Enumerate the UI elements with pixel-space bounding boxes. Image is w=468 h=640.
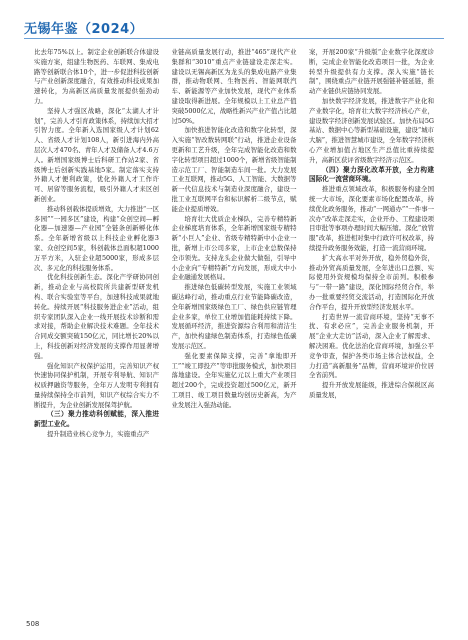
paragraph: 提升制造业核心竞争力，实施重点产 — [47, 430, 150, 439]
paragraph: 打造世界一流营商环境，坚持“无事不扰、有求必应”，完善企业服务机制，开展“企业大走访”活动，深入企业了解需求、解决困难。优化法治化营商环境，加强公平竞争审查，保护各类市场主体合法权益，全力打造“高新服务”品牌，营商环境评价位居全省前列。 — [309, 312, 434, 380]
section-heading: （三）聚力推动科创赋能，深入推进新型工业化。 — [34, 410, 159, 429]
paragraph: 强化要素保障支撑，完善“拿地即开工”“竣工即投产”等审批服务模式，加快项目落地建设。全年实施亿元以上重大产业项目超过200个，完成投资超过500亿元，新开工项目、竣工项目数量均创历史新高，为产业发展注入强劲动能。 — [171, 351, 297, 409]
body-columns — [34, 48, 434, 613]
paragraph: 坚持人才强区战略，深化“太湖人才计划”，完善人才引育政策体系，持续加大招才引智力度。全年新入选国家级人才计划62人、省级人才计划108人，新引进海内外高层次人才470名、青年人才及储备人才4.6万人。新增国家级博士后科研工作站2家、省级博士后创新实践基地5家。制定落实支持外籍人才便利政策，优化外籍人才工作许可、居留等服务流程，吸引外籍人才来区创新创业。 — [34, 106, 159, 203]
paragraph: 扩大高水平对外开放，稳外贸稳外资，推动外贸高质量发展，全年进出口总额、实际使用外资规模均保持全市前列。积极参与“一带一路”建设，深化国际经贸合作，举办一批重要经贸交流活动，打造国际化开放合作平台，提升开放型经济发展水平。 — [309, 253, 434, 311]
paragraph: 推进重点领域改革，积极服务构建全国统一大市场，深化要素市场化配置改革，持续优化政务服务，推动“一网通办”“一件事一次办”改革走深走实，企业开办、工程建设项目审批等事项办理时间大幅压缩。深化“放管服”改革，推进相对集中行政许可权改革，持续提升政务服务效能，打造一流营商环境。 — [309, 185, 434, 252]
text-column-3 — [309, 48, 434, 613]
paragraph: 优化科技创新生态。深化产学研协同创新，推动企业与高校院所共建新型研发机构、联合实验室等平台，加速科技成果就地转化。持续开展“科技服务进企业”活动，组织专家团队深入企业一线开展技术诊断和需求对接，帮助企业解决技术难题。全年技术合同成交额突破150亿元，同比增长20%以上，科技创新对经济发展的支撑作用显著增强。 — [34, 273, 159, 360]
paragraph: 培育壮大优质企业梯队，完善专精特新企业梯度培育体系，全年新增国家级专精特新“小巨人”企业、省级专精特新中小企业一批，新增上市公司多家，上市企业总数保持全市领先。支持龙头企业做大做强，引导中小企业向“专精特新”方向发展，形成大中小企业融通发展格局。 — [171, 214, 297, 282]
page-header — [24, 12, 444, 42]
paragraph: 加快数字经济发展，推进数字产业化和产业数字化，培育壮大数字经济核心产业，建设数字经济创新发展试验区。加快布局5G基站、数据中心等新型基础设施，建设“城市大脑”，推进智慧城市建设，全年数字经济核心产业增加值占地区生产总值比重持续提升，高新区获评省级数字经济示范区。 — [309, 96, 434, 164]
running-title: 无锡年鉴（2024） — [24, 22, 144, 37]
paragraph: 提升开放发展能级，推进综合保税区高质量发展， — [309, 381, 434, 399]
text-column-1 — [34, 48, 159, 613]
paragraph: 推进绿色低碳转型发展，实施工业领域碳达峰行动，推动重点行业节能降碳改造，全年新增国家级绿色工厂、绿色供应链管理企业多家，单位工业增加值能耗持续下降。发展循环经济，推进资源综合利用和清洁生产，加快构建绿色制造体系，打造绿色低碳发展示范区。 — [171, 283, 297, 350]
paragraph: 加快推进智能化改造和数字化转型，深入实施“智改数转网联”行动，推进企业设备更新和工艺升级，全年完成智能化改造和数字化转型项目超过1000个，新增省级智能制造示范工厂、智能制造车间一批。大力发展工业互联网，推动5G、人工智能、大数据等新一代信息技术与制造业深度融合，建设一批工业互联网平台和标识解析二级节点，赋能企业提质增效。 — [171, 126, 297, 213]
paragraph: 业链高质量发展行动，推进“465”现代产业集群和“3010”重点产业链建设走深走实。建设以无锡高新区为龙头的集成电路产业集群，推动物联网、生物医药、智能网联汽车、新能源等产业加快发展，现代产业体系建设取得新进展。全年规模以上工业总产值突破5000亿元，战略性新兴产业产值占比超过50%。 — [171, 48, 297, 125]
paragraph: 推动科创载体提质增效，大力推进“一区多园”“一园多区”建设，构建“众创空间—孵化器—加速器—产业园”全链条创新孵化体系。全年新增省级以上科技企业孵化器3家、众创空间5家，科创载体总面积超1000万平方米，入驻企业超5000家，形成多层次、多元化的科技服务体系。 — [34, 204, 159, 272]
paragraph: 强化知识产权保护运用，完善知识产权快速协同保护机制，开展专利导航、知识产权质押融资等服务，全年万人发明专利拥有量持续保持全市前列，知识产权综合实力不断提升，为企业创新发展保驾护航。 — [34, 361, 159, 409]
paragraph: 案，开展200家“升级版”企业数字化深度诊断，完成企业智能化改造项目一批，为企业转型升级提供有力支撑。深入实施“链长制”，围绕重点产业链开展强链补链延链，推动产业链供应链协同发展。 — [309, 48, 434, 96]
header-rule — [24, 38, 444, 39]
text-column-2 — [172, 48, 297, 613]
page-number: 508 — [26, 620, 40, 628]
paragraph: 比去年75%以上。制定企业创新联合体建设实施方案，组建生物医药、车联网、集成电路等创新联合体10个，进一步促进科技创新与产业创新深度融合，有效推动科技成果加速转化，为高新区高质量发展提供强劲动力。 — [34, 48, 159, 105]
section-heading: （四）聚力深化改革开放，全力构建国际化一流营商环境。 — [309, 165, 434, 184]
